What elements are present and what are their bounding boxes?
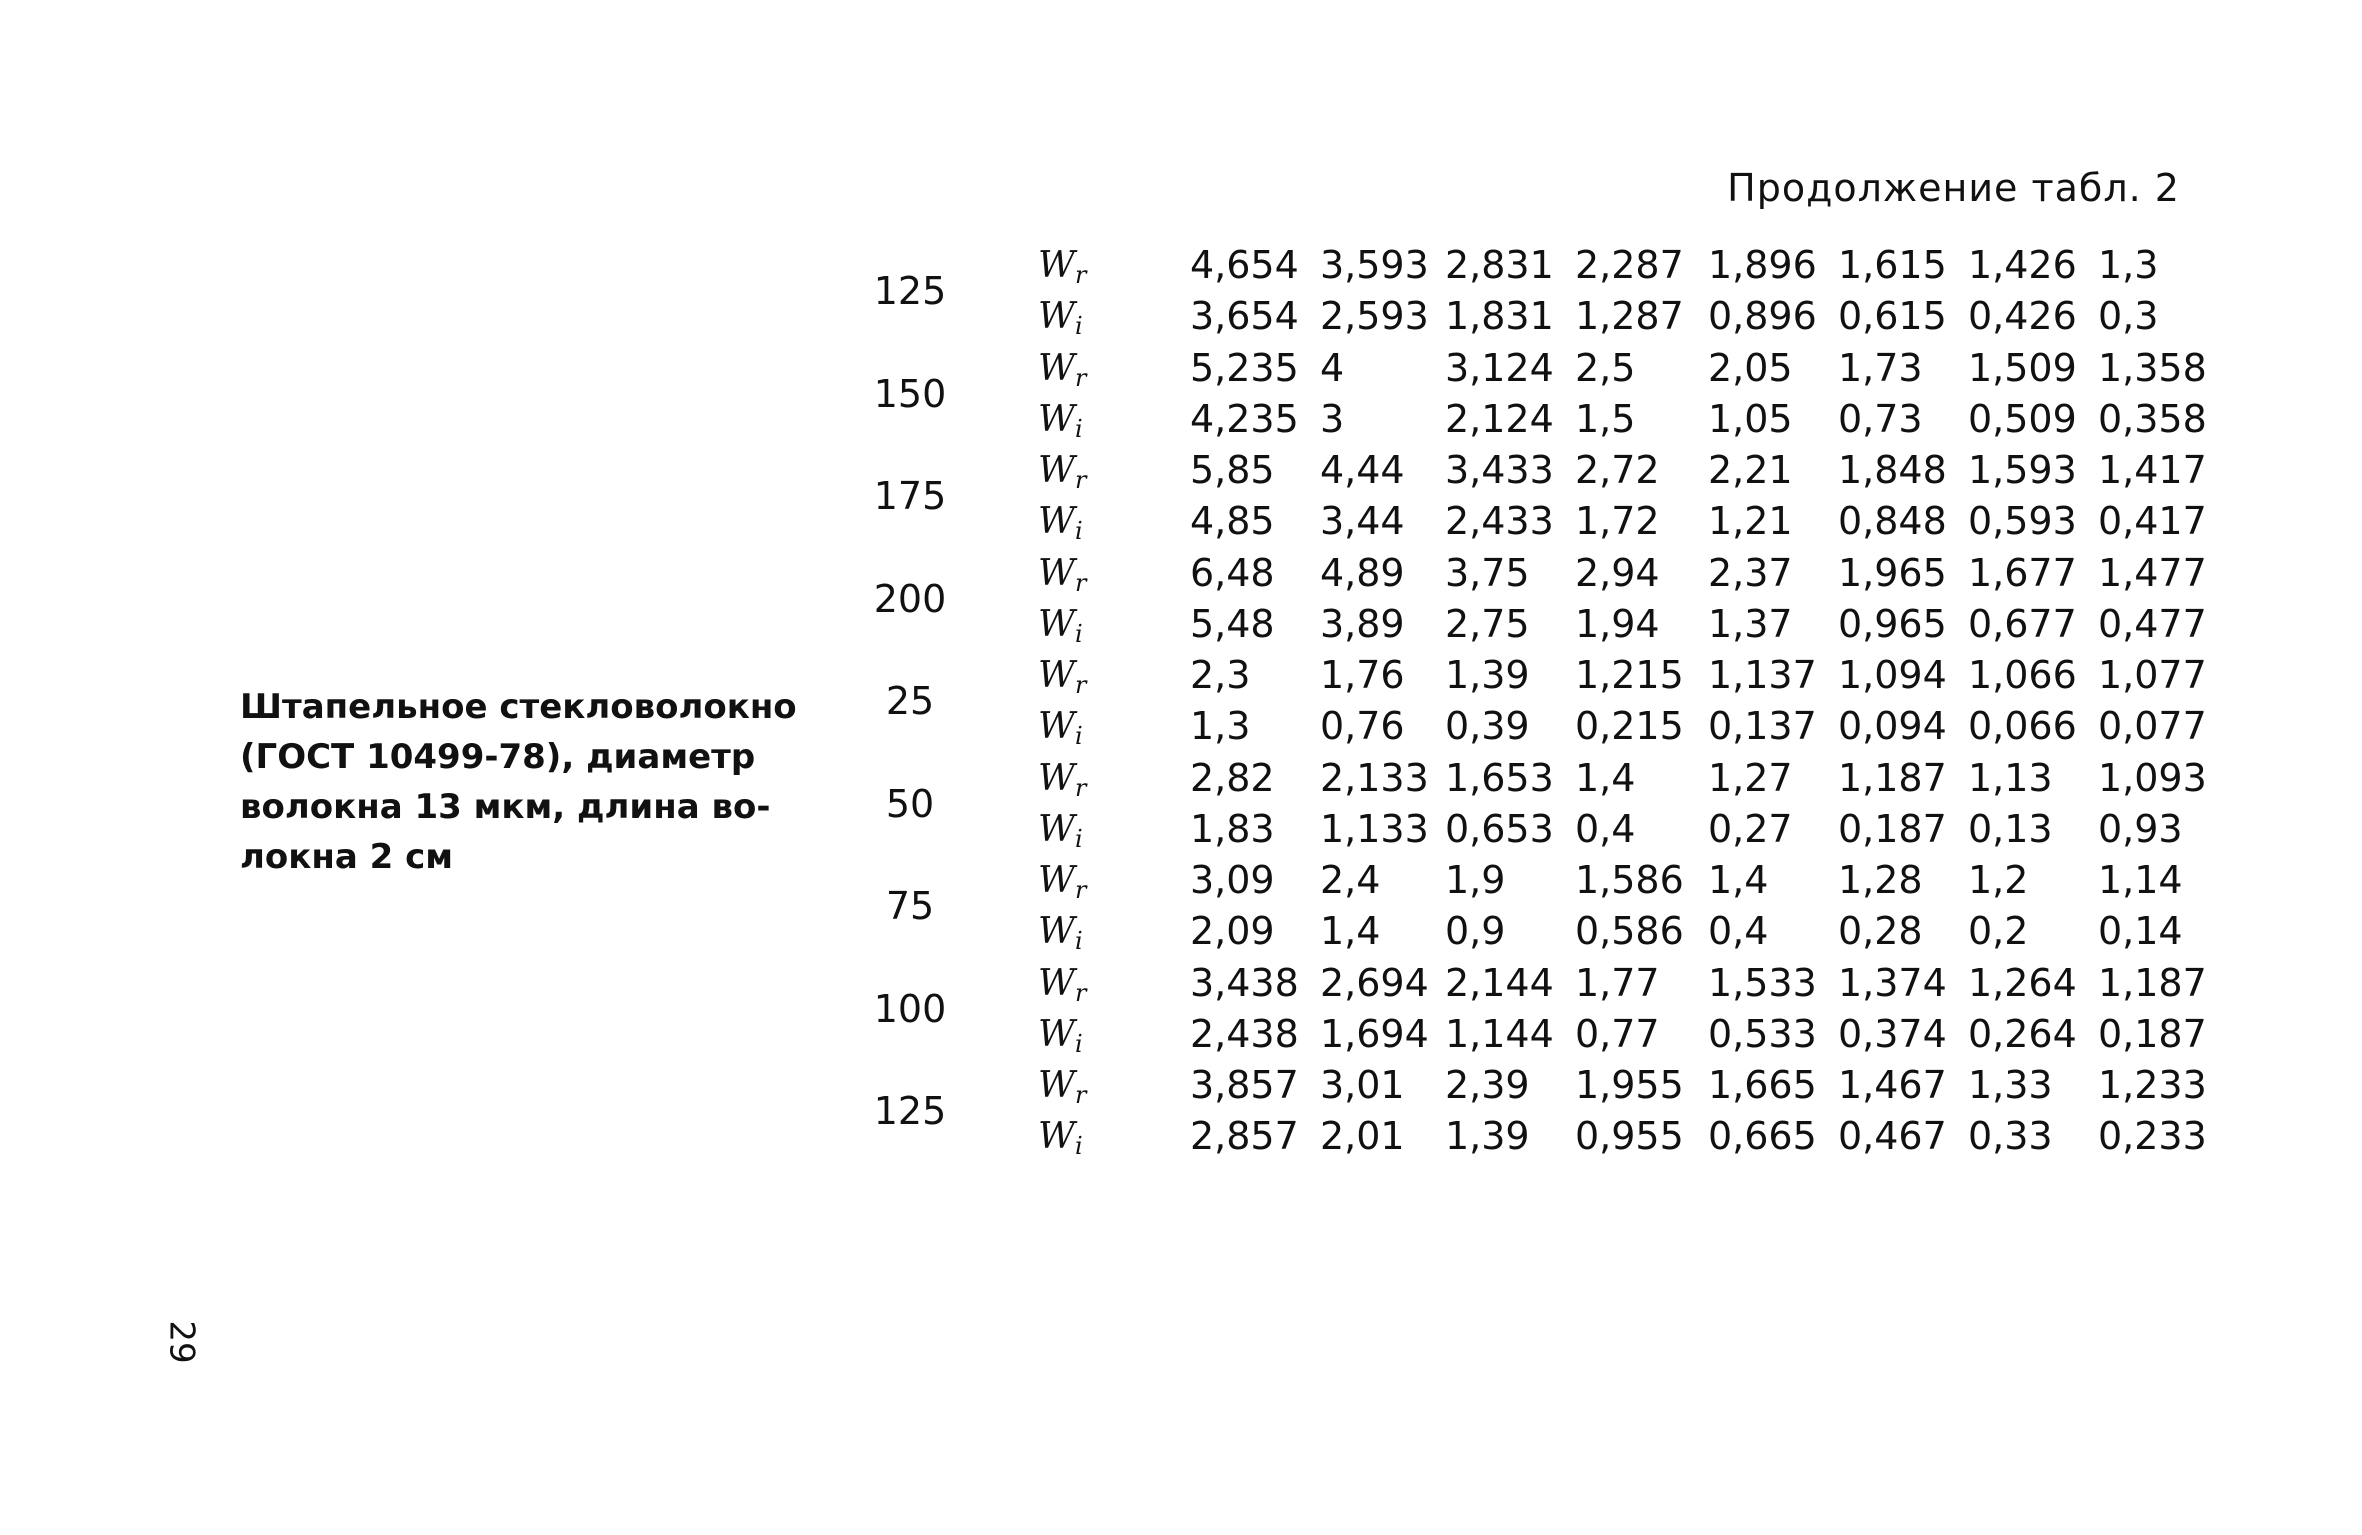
table-cell: 1,677 <box>1968 550 2077 595</box>
table-cell: 1,955 <box>1575 1063 1684 1107</box>
table-row-wi <box>850 804 2210 855</box>
temperature-group <box>850 958 2210 1061</box>
table-cell: 2,72 <box>1575 448 1660 492</box>
temperature-label: 75 <box>885 884 935 929</box>
table-cell: 0,28 <box>1838 909 1923 953</box>
table-cell: 1,94 <box>1575 601 1660 646</box>
table-row-wr <box>850 753 2210 804</box>
temperature-label: 125 <box>873 1089 947 1134</box>
symbol-letter: W <box>1038 860 1076 901</box>
table-cell: 2,433 <box>1445 499 1554 543</box>
symbol-subscript: r <box>1075 671 1087 699</box>
symbol-letter: W <box>1038 808 1076 850</box>
table-row-wi <box>850 1009 2210 1060</box>
table-row-wr <box>850 650 2210 701</box>
table-row-wi <box>850 599 2210 650</box>
table-cell: 0,4 <box>1575 806 1636 851</box>
table-cell: 1,27 <box>1708 755 1793 800</box>
table-cell: 0,9 <box>1445 909 1506 953</box>
symbol-letter: W <box>1038 911 1076 952</box>
table-cell: 0,33 <box>1968 1114 2053 1158</box>
table-cell: 4,235 <box>1190 396 1299 441</box>
table-cell: 1,39 <box>1445 1114 1530 1158</box>
table-cell: 4,44 <box>1320 448 1405 492</box>
table-cell: 0,264 <box>1968 1011 2077 1056</box>
symbol-subscript: r <box>1075 363 1087 392</box>
temperature-group <box>850 650 2210 753</box>
symbol-letter: W <box>1038 398 1076 440</box>
table-cell: 3 <box>1320 396 1345 441</box>
table-cell: 1,094 <box>1838 653 1947 697</box>
table-cell: 1,509 <box>1968 345 2077 390</box>
symbol-subscript: i <box>1075 824 1083 853</box>
table-cell: 1,665 <box>1708 1063 1817 1107</box>
table-cell: 1,615 <box>1838 243 1947 287</box>
temperature-label: 150 <box>873 371 947 416</box>
table-cell: 1,264 <box>1968 960 2077 1005</box>
table-row-wi <box>850 394 2210 445</box>
table-cell: 1,83 <box>1190 806 1275 851</box>
table-cell: 0,665 <box>1708 1114 1817 1158</box>
table-cell: 2,37 <box>1708 550 1793 595</box>
symbol-subscript: r <box>1075 876 1087 904</box>
table-cell: 1,187 <box>1838 755 1947 800</box>
table-cell: 5,85 <box>1190 448 1275 492</box>
table-cell: 3,654 <box>1190 294 1299 338</box>
table-row-wi <box>850 906 2210 957</box>
symbol-subscript: r <box>1075 466 1087 494</box>
table-cell: 2,124 <box>1445 396 1554 441</box>
table-cell: 0,955 <box>1575 1114 1684 1158</box>
table-row-wi <box>850 496 2210 547</box>
table-cell: 2,287 <box>1575 243 1684 287</box>
table-cell: 0,137 <box>1708 704 1817 748</box>
symbol-subscript: r <box>1075 773 1087 802</box>
symbol-subscript: i <box>1075 414 1083 443</box>
table-row-wr <box>850 445 2210 496</box>
table-cell: 3,75 <box>1445 550 1530 595</box>
table-cell: 1,187 <box>2098 960 2207 1005</box>
symbol-subscript: i <box>1075 927 1083 955</box>
table-cell: 0,467 <box>1838 1114 1947 1158</box>
table-cell: 1,39 <box>1445 653 1530 697</box>
symbol-subscript: i <box>1075 1029 1083 1058</box>
table-cell: 0,13 <box>1968 806 2053 851</box>
table-cell: 3,433 <box>1445 448 1554 492</box>
symbol-letter: W <box>1038 347 1076 389</box>
table-row-wi <box>850 1111 2210 1162</box>
table-cell: 0,848 <box>1838 499 1947 543</box>
table-cell: 0,896 <box>1708 294 1817 338</box>
table-cell: 1,358 <box>2098 345 2207 390</box>
material-description <box>240 682 840 882</box>
table-cell: 3,438 <box>1190 960 1299 1005</box>
table-cell: 1,9 <box>1445 858 1506 902</box>
symbol-letter: W <box>1038 1065 1076 1106</box>
table-cell: 0,509 <box>1968 396 2077 441</box>
temperature-label: 125 <box>873 269 947 314</box>
symbol-subscript: r <box>1075 261 1087 289</box>
table-cell: 3,124 <box>1445 345 1554 390</box>
table-cell: 6,48 <box>1190 550 1275 595</box>
symbol-letter: W <box>1038 655 1076 696</box>
table-cell: 3,44 <box>1320 499 1405 543</box>
table-cell: 0,593 <box>1968 499 2077 543</box>
table-row-wr <box>850 958 2210 1009</box>
table-row-wi <box>850 291 2210 342</box>
material-line-3: волокна 13 мкм, длина во- <box>240 787 771 827</box>
material-line-2: (ГОСТ 10499-78), диаметр <box>240 737 756 777</box>
temperature-label: 175 <box>873 474 947 519</box>
table-cell: 0,215 <box>1575 704 1684 748</box>
table-cell: 1,896 <box>1708 243 1817 287</box>
table-cell: 1,28 <box>1838 858 1923 902</box>
table-cell: 0,533 <box>1708 1011 1817 1056</box>
table-cell: 1,3 <box>2098 243 2159 287</box>
table-cell: 0,2 <box>1968 909 2029 953</box>
temperature-group <box>850 445 2210 548</box>
table-cell: 0,76 <box>1320 704 1405 748</box>
table-cell: 0,965 <box>1838 601 1947 646</box>
table-cell: 0,358 <box>2098 396 2207 441</box>
table-cell: 1,77 <box>1575 960 1660 1005</box>
temperature-group <box>850 240 2210 343</box>
table-cell: 2,94 <box>1575 550 1660 595</box>
table-cell: 1,831 <box>1445 294 1554 338</box>
table-cell: 1,477 <box>2098 550 2207 595</box>
table-cell: 1,4 <box>1708 858 1769 902</box>
table-cell: 4,654 <box>1190 243 1299 287</box>
table-cell: 2,09 <box>1190 909 1275 953</box>
temperature-label: 50 <box>885 781 935 826</box>
table-row-wr <box>850 548 2210 599</box>
table-row-wr <box>850 343 2210 394</box>
symbol-letter: W <box>1038 296 1076 337</box>
table-cell: 0,39 <box>1445 704 1530 748</box>
table-cell: 1,417 <box>2098 448 2207 492</box>
symbol-subscript: i <box>1075 619 1083 648</box>
material-line-4: локна 2 см <box>240 837 454 877</box>
table-cell: 0,677 <box>1968 601 2077 646</box>
table-cell: 1,215 <box>1575 653 1684 697</box>
table-cell: 2,21 <box>1708 448 1793 492</box>
table-cell: 1,426 <box>1968 243 2077 287</box>
table-cell: 1,5 <box>1575 396 1636 441</box>
material-line-1: Штапельное стекловолокно <box>240 687 797 727</box>
table-cell: 2,82 <box>1190 755 1275 800</box>
table-cell: 5,235 <box>1190 345 1299 390</box>
table-cell: 1,37 <box>1708 601 1793 646</box>
table-cell: 0,73 <box>1838 396 1923 441</box>
temperature-group <box>850 548 2210 651</box>
data-table <box>850 240 2210 1163</box>
symbol-letter: W <box>1038 603 1076 645</box>
table-cell: 1,066 <box>1968 653 2077 697</box>
temperature-group <box>850 343 2210 446</box>
table-cell: 1,4 <box>1575 755 1636 800</box>
table-cell: 2,831 <box>1445 243 1554 287</box>
table-cell: 0,417 <box>2098 499 2207 543</box>
symbol-subscript: r <box>1075 1081 1087 1109</box>
table-cell: 4 <box>1320 345 1345 390</box>
table-row-wr <box>850 855 2210 906</box>
table-cell: 0,653 <box>1445 806 1554 851</box>
table-cell: 3,09 <box>1190 858 1275 902</box>
table-cell: 0,586 <box>1575 909 1684 953</box>
table-cell: 1,374 <box>1838 960 1947 1005</box>
temperature-group <box>850 753 2210 856</box>
table-cell: 2,593 <box>1320 294 1429 338</box>
symbol-subscript: i <box>1075 312 1083 340</box>
table-cell: 1,3 <box>1190 704 1251 748</box>
table-cell: 1,694 <box>1320 1011 1429 1056</box>
page-number: 29 <box>161 1320 202 1364</box>
symbol-letter: W <box>1038 450 1076 491</box>
table-cell: 2,75 <box>1445 601 1530 646</box>
table-cell: 2,3 <box>1190 653 1251 697</box>
table-cell: 1,33 <box>1968 1063 2053 1107</box>
table-cell: 1,233 <box>2098 1063 2207 1107</box>
table-cell: 1,2 <box>1968 858 2029 902</box>
table-cell: 1,14 <box>2098 858 2183 902</box>
table-cell: 0,426 <box>1968 294 2077 338</box>
table-cell: 0,615 <box>1838 294 1947 338</box>
table-cell: 2,4 <box>1320 858 1381 902</box>
table-cell: 4,85 <box>1190 499 1275 543</box>
table-cell: 0,187 <box>2098 1011 2207 1056</box>
temperature-group <box>850 855 2210 958</box>
temperature-group <box>850 1060 2210 1163</box>
table-cell: 3,01 <box>1320 1063 1405 1107</box>
table-cell: 1,586 <box>1575 858 1684 902</box>
table-cell: 1,287 <box>1575 294 1684 338</box>
table-cell: 1,21 <box>1708 499 1793 543</box>
symbol-letter: W <box>1038 1013 1076 1055</box>
table-cell: 0,094 <box>1838 704 1947 748</box>
table-cell: 1,133 <box>1320 806 1429 851</box>
table-cell: 1,4 <box>1320 909 1381 953</box>
table-row-wr <box>850 240 2210 291</box>
table-cell: 0,14 <box>2098 909 2183 953</box>
table-row-wi <box>850 701 2210 752</box>
symbol-letter: W <box>1038 706 1076 747</box>
table-cell: 1,137 <box>1708 653 1817 697</box>
symbol-subscript: r <box>1075 568 1087 597</box>
symbol-letter: W <box>1038 757 1076 799</box>
table-cell: 2,01 <box>1320 1114 1405 1158</box>
table-cell: 5,48 <box>1190 601 1275 646</box>
temperature-label: 25 <box>885 679 935 724</box>
table-cell: 1,144 <box>1445 1011 1554 1056</box>
table-cell: 2,144 <box>1445 960 1554 1005</box>
symbol-letter: W <box>1038 552 1076 594</box>
table-cell: 1,593 <box>1968 448 2077 492</box>
table-cell: 2,694 <box>1320 960 1429 1005</box>
table-cell: 1,467 <box>1838 1063 1947 1107</box>
table-cell: 1,72 <box>1575 499 1660 543</box>
symbol-letter: W <box>1038 962 1076 1004</box>
symbol-subscript: i <box>1075 517 1083 545</box>
table-cell: 0,93 <box>2098 806 2183 851</box>
table-continuation-caption: Продолжение табл. 2 <box>1727 166 2180 210</box>
table-cell: 1,848 <box>1838 448 1947 492</box>
temperature-label: 100 <box>873 986 947 1031</box>
table-cell: 2,5 <box>1575 345 1636 390</box>
table-cell: 0,27 <box>1708 806 1793 851</box>
symbol-wi <box>1038 1111 1083 1172</box>
symbol-subscript: i <box>1075 722 1083 750</box>
table-cell: 0,077 <box>2098 704 2207 748</box>
table-cell: 0,477 <box>2098 601 2207 646</box>
table-cell: 3,89 <box>1320 601 1405 646</box>
table-cell: 1,533 <box>1708 960 1817 1005</box>
table-cell: 0,187 <box>1838 806 1947 851</box>
table-cell: 1,653 <box>1445 755 1554 800</box>
table-cell: 3,593 <box>1320 243 1429 287</box>
table-cell: 2,133 <box>1320 755 1429 800</box>
table-cell: 2,857 <box>1190 1114 1299 1158</box>
table-cell: 1,077 <box>2098 653 2207 697</box>
table-cell: 4,89 <box>1320 550 1405 595</box>
symbol-letter: W <box>1038 501 1076 542</box>
table-cell: 1,965 <box>1838 550 1947 595</box>
table-cell: 1,13 <box>1968 755 2053 800</box>
table-cell: 1,093 <box>2098 755 2207 800</box>
table-cell: 3,857 <box>1190 1063 1299 1107</box>
table-cell: 2,438 <box>1190 1011 1299 1056</box>
table-cell: 0,3 <box>2098 294 2159 338</box>
table-cell: 0,233 <box>2098 1114 2207 1158</box>
table-cell: 1,76 <box>1320 653 1405 697</box>
symbol-subscript: r <box>1075 978 1087 1007</box>
table-cell: 0,374 <box>1838 1011 1947 1056</box>
temperature-label: 200 <box>873 576 947 621</box>
table-cell: 0,77 <box>1575 1011 1660 1056</box>
symbol-subscript: i <box>1075 1132 1083 1160</box>
table-cell: 0,066 <box>1968 704 2077 748</box>
table-row-wr <box>850 1060 2210 1111</box>
symbol-letter: W <box>1038 245 1076 286</box>
table-cell: 2,05 <box>1708 345 1793 390</box>
table-cell: 2,39 <box>1445 1063 1530 1107</box>
table-cell: 0,4 <box>1708 909 1769 953</box>
symbol-letter: W <box>1038 1116 1076 1157</box>
table-cell: 1,73 <box>1838 345 1923 390</box>
table-cell: 1,05 <box>1708 396 1793 441</box>
